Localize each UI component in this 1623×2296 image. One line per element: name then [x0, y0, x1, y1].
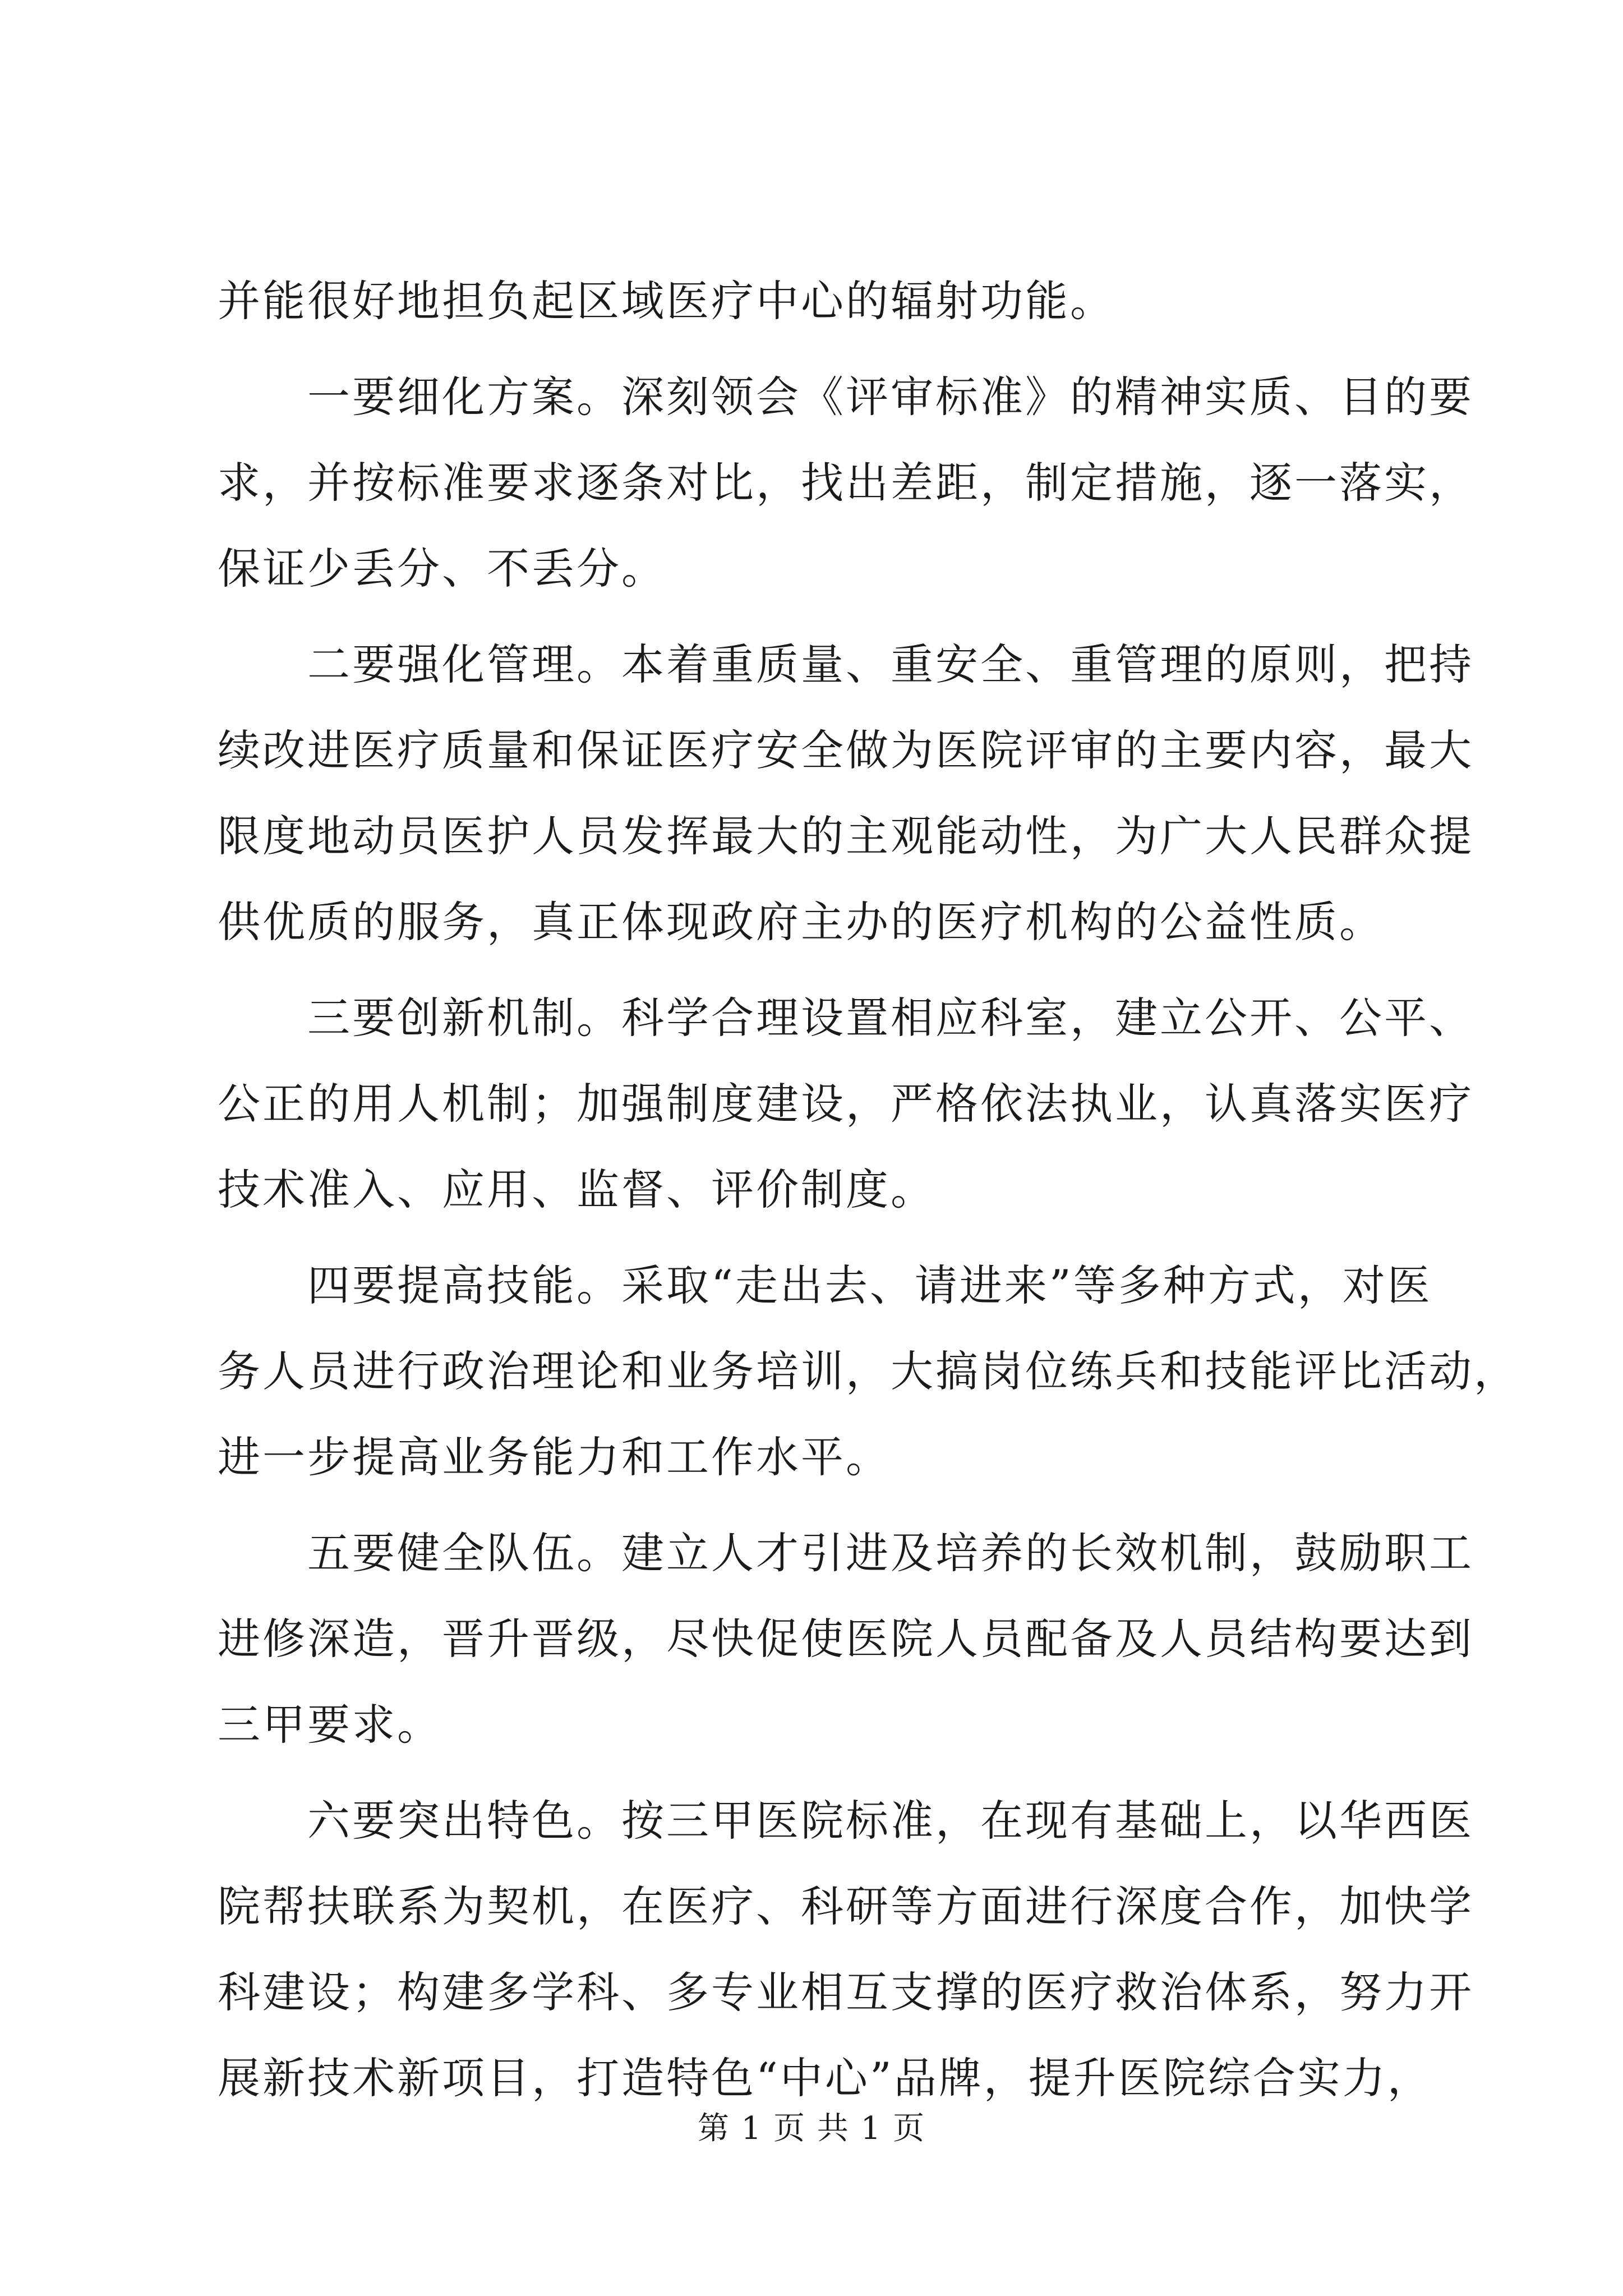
- text-line: 公正的用人机制；加强制度建设，严格依法执业，认真落实医疗: [218, 1079, 1474, 1129]
- text-line: 展新技术新项目，打造特色“中心”品牌，提升医院综合实力，: [218, 2053, 1432, 2103]
- paragraph-start-line: 六要突出特色。按三甲医院标准，在现有基础上，以华西医: [307, 1796, 1474, 1846]
- paragraph-start-line: 二要强化管理。本着重质量、重安全、重管理的原则，把持: [307, 639, 1474, 689]
- text-line: 进修深造，晋升晋级，尽快促使医院人员配备及人员结构要达到: [218, 1614, 1474, 1664]
- text-line: 并能很好地担负起区域医疗中心的辐射功能。: [218, 276, 1115, 326]
- paragraph-start-line: 三要创新机制。科学合理设置相应科室，建立公开、公平、: [307, 993, 1474, 1043]
- text-line: 技术准入、应用、监督、评价制度。: [218, 1165, 935, 1214]
- text-line: 保证少丢分、不丢分。: [218, 544, 666, 593]
- text-line: 续改进医疗质量和保证医疗安全做为医院评审的主要内容，最大: [218, 725, 1474, 775]
- paragraph-start-line: 一要细化方案。深刻领会《评审标准》的精神实质、目的要: [307, 372, 1474, 422]
- text-line: 进一步提高业务能力和工作水平。: [218, 1432, 891, 1482]
- text-line: 务人员进行政治理论和业务培训，大搞岗位练兵和技能评比活动，: [218, 1346, 1519, 1396]
- paragraph-start-line: 五要健全队伍。建立人才引进及培养的长效机制，鼓励职工: [307, 1528, 1474, 1578]
- paragraph-start-line: 四要提高技能。采取“走出去、请进来”等多种方式，对医: [307, 1260, 1432, 1310]
- text-line: 限度地动员医护人员发挥最大的主观能动性，为广大人民群众提: [218, 811, 1474, 861]
- text-line: 供优质的服务，真正体现政府主办的医疗机构的公益性质。: [218, 897, 1384, 947]
- text-line: 求，并按标准要求逐条对比，找出差距，制定措施，逐一落实，: [218, 458, 1474, 508]
- text-line: 科建设；构建多学科、多专业相互支撑的医疗救治体系，努力开: [218, 1967, 1474, 2017]
- text-line: 院帮扶联系为契机，在医疗、科研等方面进行深度合作，加快学: [218, 1881, 1474, 1931]
- document-body: [218, 258, 1519, 2121]
- page-number-footer: 第 1 页 共 1 页: [697, 2110, 926, 2147]
- text-line: 三甲要求。: [218, 1700, 442, 1750]
